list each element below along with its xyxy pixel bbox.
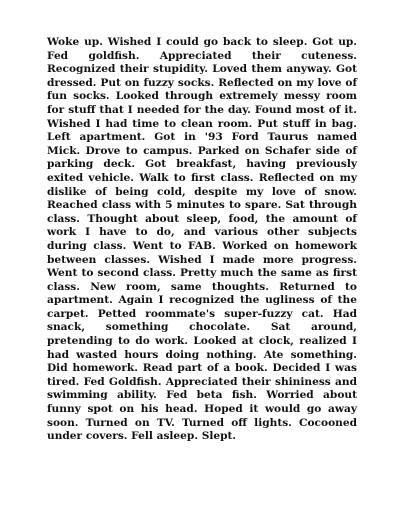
journal-paragraph: Woke up. Wished I could go back to sleep. Got up. Fed goldfish. Appreciated their cuteness. Recognized their stupidity. Loved them anyway. Got dressed. Put on fuzzy socks. Reflected on my love of fun socks. Looked through extremely messy room for stuff that I needed for the day. Found most of it. Wished I had time to clean room. Put stuff in bag. Left apartment. Got in '93 Ford Taurus named Mick. Drove to campus. Parked on Schafer side of parking deck. Got breakfast, having previously exited vehicle. Walk to first class. Reflected on my dislike of being cold, despite my love of snow. Reached class with 5 minutes to spare. Sat through class. Thought about sleep, food, the amount of work I have to do, and various other subjects during class. Went to FAB. Worked on homework between classes. Wished I made more progress. Went to second class. Pretty much the same as first class. New room, same thoughts. Returned to apartment. Again I recognized the ugliness of the carpet. Petted roommate's super-fuzzy cat. Had snack, something chocolate. Sat around, pretending to do work. Looked at clock, realized I had wasted hours doing nothing. Ate something. Did homework. Read part of a book. Decided I was tired. Fed Goldfish. Appreciated their shininess and swimming ability. Fed beta fish. Worried about funny spot on his head. Hoped it would go away soon. Turned on TV. Turned off lights. Cocooned under covers. Fell asleep. Slept. bbox=[47, 36, 357, 443]
